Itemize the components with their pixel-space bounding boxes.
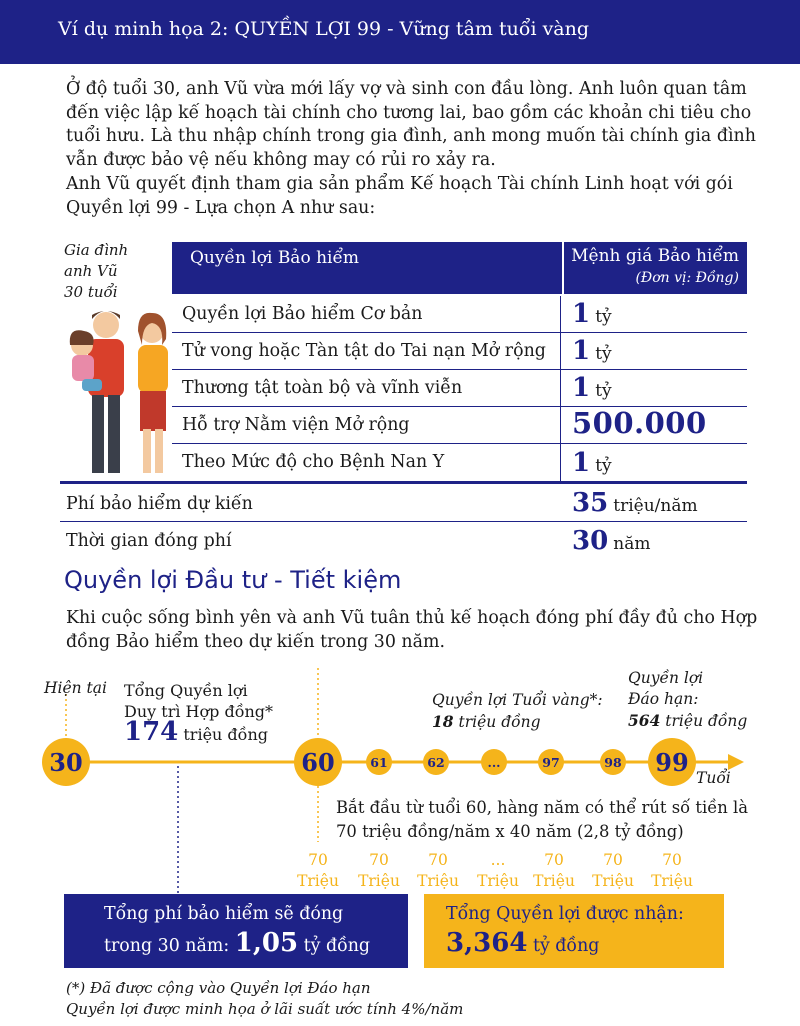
benefit-amount: 1 — [572, 448, 591, 478]
term-amount: 30 — [572, 526, 609, 556]
footnote-line-1: (*) Đã được cộng vào Quyền lợi Đáo hạn — [66, 979, 371, 997]
maturity-line-2: Đáo hạn: — [628, 690, 699, 708]
term-row — [60, 522, 747, 559]
benefit-amount: 1 — [572, 299, 591, 329]
premium-amount: 35 — [572, 488, 609, 518]
withdraw-description — [336, 796, 748, 844]
maintenance-line-1: Tổng Quyền lợi — [124, 681, 248, 700]
premium-value — [572, 488, 698, 518]
current-label: Hiện tại — [44, 679, 107, 697]
benefit-value — [572, 373, 612, 403]
withdraw-value: 70 — [603, 851, 623, 869]
total-premium-line-2 — [104, 928, 370, 958]
benefit-label: Theo Mức độ cho Bệnh Nan Y — [182, 452, 445, 472]
benefits-table-header — [172, 242, 747, 294]
maintenance-unit: triệu đồng — [183, 725, 269, 744]
maturity-label — [628, 668, 747, 732]
withdraw-value: 70 — [544, 851, 564, 869]
timeline-node-30: 30 — [42, 738, 90, 786]
withdraw-value: ... — [490, 851, 506, 869]
footnote-line-2: Quyền lợi được minh họa ở lãi suất ước tính 4%/năm — [66, 1000, 464, 1018]
benefit-unit: tỷ — [595, 307, 612, 327]
term-value — [572, 526, 651, 556]
timeline-node-97: 97 — [538, 749, 564, 775]
maturity-value — [628, 710, 747, 732]
table-row — [172, 296, 747, 333]
table-row — [172, 370, 747, 407]
age-axis-label: Tuổi — [696, 769, 731, 787]
family-caption-line-3: 30 tuổi — [64, 283, 118, 301]
family-illustration — [48, 305, 188, 475]
golden-value — [432, 711, 603, 733]
investment-section-text: Khi cuộc sống bình yên và anh Vũ tuân thủ kế hoạch đóng phí đầy đủ cho Hợp đồng Bảo hiểm theo dự kiến trong 30 năm. — [66, 608, 758, 652]
family-caption-line-2: anh Vũ — [64, 262, 118, 280]
total-benefit-line-2 — [446, 928, 599, 958]
withdraw-value: 70 — [428, 851, 448, 869]
total-benefit-amount: 3,364 — [446, 928, 528, 958]
withdraw-unit: Triệu — [417, 872, 459, 890]
maturity-unit: triệu đồng — [665, 712, 748, 730]
withdraw-line-1: Bắt đầu từ tuổi 60, hàng năm có thể rút số tiền là — [336, 798, 749, 817]
timeline-node-98: 98 — [600, 749, 626, 775]
term-unit: năm — [613, 534, 651, 554]
total-premium-box — [64, 894, 408, 968]
maintenance-amount: 174 — [124, 717, 179, 747]
benefit-amount: 1 — [572, 373, 591, 403]
benefit-unit: tỷ — [595, 456, 612, 476]
intro-paragraph-2: Anh Vũ quyết định tham gia sản phẩm Kế hoạch Tài chính Linh hoạt với gói Quyền lợi 99 - Lựa chọn A như sau: — [66, 173, 733, 218]
withdraw-value: 70 — [662, 851, 682, 869]
withdraw-amount — [585, 850, 641, 892]
withdraw-amount — [526, 850, 582, 892]
table-row — [172, 333, 747, 370]
golden-line-1: Quyền lợi Tuổi vàng*: — [432, 691, 603, 709]
withdraw-amount — [290, 850, 346, 892]
total-premium-line-1: Tổng phí bảo hiểm sẽ đóng — [104, 904, 344, 924]
benefit-label: Hỗ trợ Nằm viện Mở rộng — [182, 415, 410, 435]
timeline-node-ellipsis: ... — [481, 749, 507, 775]
withdraw-amount — [351, 850, 407, 892]
withdraw-unit: Triệu — [651, 872, 693, 890]
golden-amount: 18 — [432, 712, 454, 731]
total-benefit-line-1: Tổng Quyền lợi được nhận: — [446, 904, 684, 924]
investment-section-title: Quyền lợi Đầu tư - Tiết kiệm — [64, 566, 402, 594]
maturity-line-1: Quyền lợi — [628, 669, 704, 687]
family-caption-line-1: Gia đình — [64, 241, 129, 259]
total-premium-prefix: trong 30 năm: — [104, 936, 230, 956]
benefit-label: Quyền lợi Bảo hiểm Cơ bản — [182, 304, 423, 324]
table-divider — [60, 481, 747, 484]
withdraw-value: 70 — [308, 851, 328, 869]
premium-label: Phí bảo hiểm dự kiến — [66, 494, 253, 514]
golden-unit: triệu đồng — [458, 713, 541, 731]
timeline-node-61: 61 — [366, 749, 392, 775]
withdraw-unit: Triệu — [358, 872, 400, 890]
benefits-header-label: Quyền lợi Bảo hiểm — [190, 248, 360, 268]
premium-row — [60, 485, 747, 522]
table-row — [172, 444, 747, 481]
withdraw-amount — [410, 850, 466, 892]
withdraw-value: 70 — [369, 851, 389, 869]
benefit-label: Thương tật toàn bộ và vĩnh viễn — [182, 378, 463, 398]
header-divider — [562, 242, 564, 294]
withdraw-unit: Triệu — [592, 872, 634, 890]
timeline-node-62: 62 — [423, 749, 449, 775]
term-label: Thời gian đóng phí — [66, 531, 232, 551]
withdraw-amount — [470, 850, 526, 892]
total-premium-amount: 1,05 — [234, 928, 299, 958]
benefit-label: Tử vong hoặc Tàn tật do Tai nạn Mở rộng — [182, 341, 546, 361]
withdraw-line-2: 70 triệu đồng/năm x 40 năm (2,8 tỷ đồng) — [336, 822, 684, 841]
benefit-amount: 500.000 — [572, 406, 707, 440]
total-benefit-unit: tỷ đồng — [532, 936, 600, 956]
benefit-value — [572, 406, 707, 440]
benefit-value — [572, 299, 612, 329]
withdraw-unit: Triệu — [533, 872, 575, 890]
maintenance-label — [124, 680, 273, 745]
intro-text — [66, 78, 766, 220]
benefit-value — [572, 448, 612, 478]
premium-unit: triệu/năm — [613, 496, 698, 516]
total-benefit-box — [424, 894, 724, 968]
benefits-header-unit: (Đơn vị: Đồng) — [635, 270, 739, 286]
benefit-value — [572, 336, 612, 366]
benefit-amount: 1 — [572, 336, 591, 366]
benefit-unit: tỷ — [595, 344, 612, 364]
maintenance-value — [124, 717, 273, 747]
header-banner — [0, 0, 800, 64]
withdraw-amount — [644, 850, 700, 892]
maturity-amount: 564 — [628, 711, 661, 730]
total-premium-unit: tỷ đồng — [303, 936, 371, 956]
table-row — [172, 407, 747, 444]
footnotes — [66, 978, 463, 1020]
benefit-unit: tỷ — [595, 381, 612, 401]
withdraw-unit: Triệu — [477, 872, 519, 890]
benefits-header-value: Mệnh giá Bảo hiểm — [571, 246, 739, 266]
maintenance-line-2: Duy trì Hợp đồng* — [124, 702, 274, 721]
timeline-node-60: 60 — [294, 738, 342, 786]
golden-age-label — [432, 690, 603, 733]
family-caption — [64, 240, 164, 303]
withdraw-unit: Triệu — [297, 872, 339, 890]
page-title: Ví dụ minh họa 2: QUYỀN LỢI 99 - Vững tâm tuổi vàng — [58, 18, 590, 40]
intro-paragraph-1: Ở độ tuổi 30, anh Vũ vừa mới lấy vợ và sinh con đầu lòng. Anh luôn quan tâm đến việc lập kế hoạch tài chính cho tương lai, bao gồm các khoản chi tiêu cho tuổi hưu. Là thu nhập chính trong gia đình, anh mong muốn tài chính gia đình vẫn được bảo vệ nếu không may có rủi ro xảy ra. — [66, 79, 756, 171]
timeline-node-99: 99 — [648, 738, 696, 786]
